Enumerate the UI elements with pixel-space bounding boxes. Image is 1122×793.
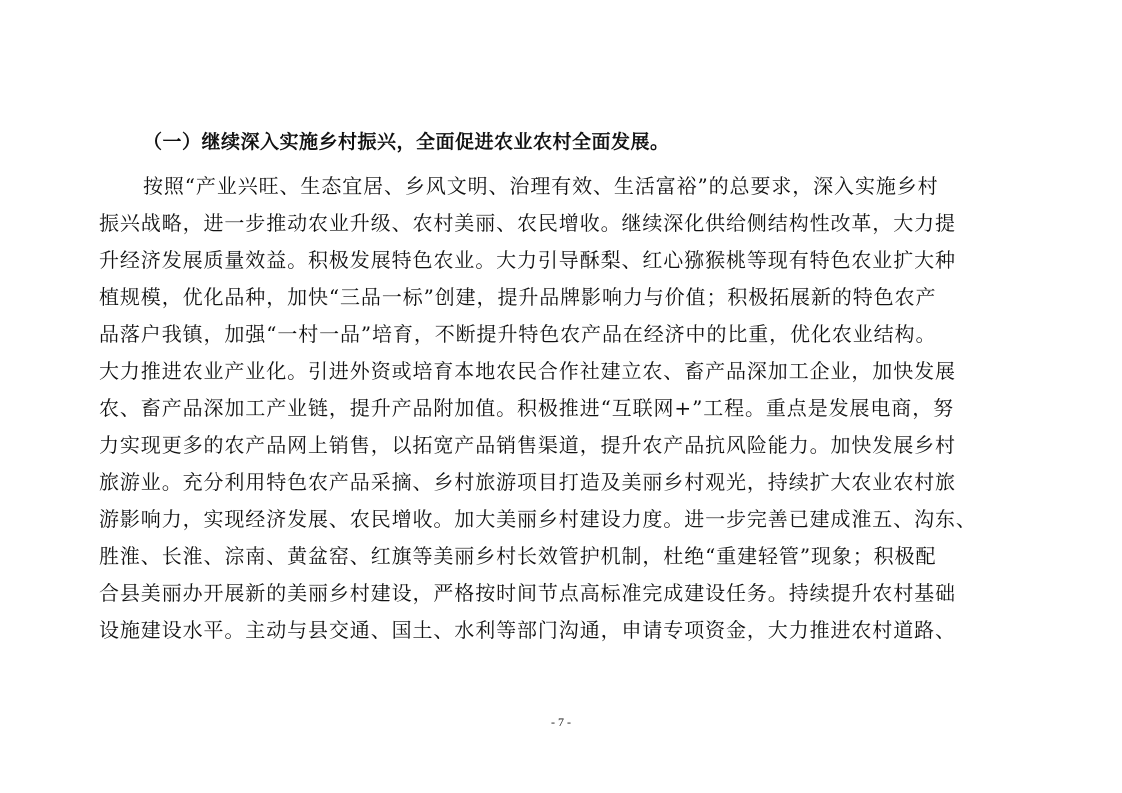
- paragraph-line: 设施建设水平。主动与县交通、国土、水利等部门沟通，申请专项资金，大力推进农村道路、: [99, 618, 956, 642]
- page-number: - 7 -: [551, 715, 571, 729]
- paragraph-line: 大力推进农业产业化。引进外资或培育本地农民合作社建立农、畜产品深加工企业，加快发展: [99, 359, 956, 383]
- paragraph-line: 合县美丽办开展新的美丽乡村建设，严格按时间节点高标准完成建设任务。持续提升农村基础: [99, 581, 956, 605]
- paragraph-line: 游影响力，实现经济发展、农民增收。加大美丽乡村建设力度。进一步完善已建成淮五、沟东、: [99, 507, 977, 531]
- paragraph-line: 农、畜产品深加工产业链，提升产品附加值。积极推进“互联网+”工程。重点是发展电商，努: [99, 396, 955, 420]
- section-heading: （一）继续深入实施乡村振兴，全面促进农业农村全面发展。: [143, 131, 670, 153]
- paragraph-line: 振兴战略，进一步推动农业升级、农村美丽、农民增收。继续深化供给侧结构性改革，大力提: [99, 211, 956, 235]
- body-paragraph: [99, 168, 1029, 649]
- paragraph-line: 旅游业。充分利用特色农产品采摘、乡村旅游项目打造及美丽乡村观光，持续扩大农业农村旅: [99, 470, 956, 494]
- paragraph-line: 胜淮、长淮、淙南、黄盆窑、红旗等美丽乡村长效管护机制，杜绝“重建轻管”现象；积极配: [99, 544, 937, 568]
- paragraph-line: 升经济发展质量效益。积极发展特色农业。大力引导酥梨、红心猕猴桃等现有特色农业扩大种: [99, 248, 956, 272]
- paragraph-line: 按照“产业兴旺、生态宜居、乡风文明、治理有效、生活富裕”的总要求，深入实施乡村: [143, 174, 939, 198]
- paragraph-line: 植规模，优化品种，加快“三品一标”创建，提升品牌影响力与价值；积极拓展新的特色农产: [99, 285, 937, 309]
- paragraph-line: 力实现更多的农产品网上销售，以拓宽产品销售渠道，提升农产品抗风险能力。加快发展乡村: [99, 433, 956, 457]
- paragraph-line: 品落户我镇，加强“一村一品”培育，不断提升特色农产品在经济中的比重，优化农业结构。: [99, 322, 937, 346]
